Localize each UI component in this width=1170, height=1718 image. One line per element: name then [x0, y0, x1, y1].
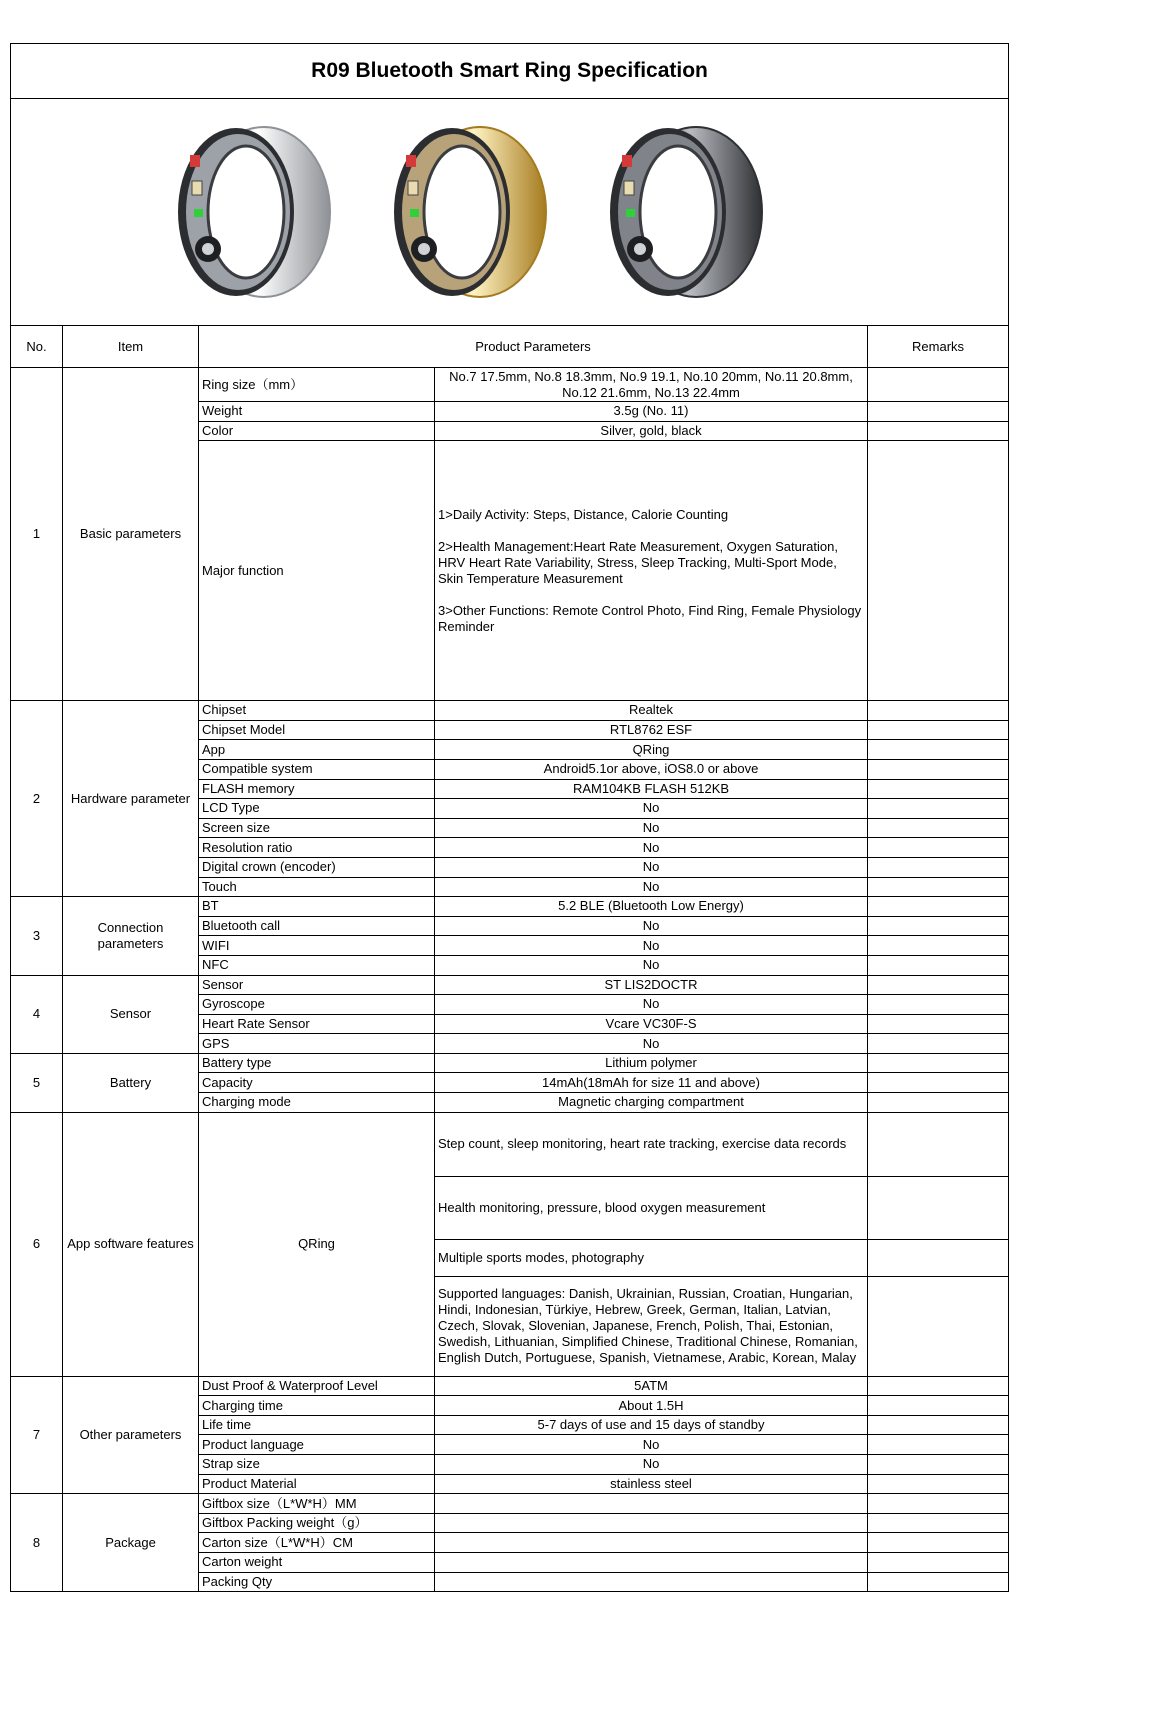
- remarks-cell: [868, 857, 1009, 877]
- section-item: Package: [63, 1494, 199, 1592]
- param-value: No: [435, 916, 868, 936]
- table-row: [11, 1376, 1009, 1396]
- green-led-icon: [194, 209, 203, 217]
- param-value: No: [435, 799, 868, 819]
- section-item: Basic parameters: [63, 368, 199, 701]
- param-value: ST LIS2DOCTR: [435, 975, 868, 995]
- param-value: No: [435, 877, 868, 897]
- remarks-cell: [868, 1553, 1009, 1573]
- param-label: NFC: [199, 955, 435, 975]
- param-label: Chipset: [199, 701, 435, 721]
- param-label: Heart Rate Sensor: [199, 1014, 435, 1034]
- section-number: 3: [11, 897, 63, 975]
- section-number: 8: [11, 1494, 63, 1592]
- param-label: WIFI: [199, 936, 435, 956]
- param-label: Strap size: [199, 1455, 435, 1475]
- remarks-cell: [868, 1455, 1009, 1475]
- table-header: [11, 326, 1009, 368]
- table-row: [11, 975, 1009, 995]
- param-value: About 1.5H: [435, 1396, 868, 1416]
- ring-image-silver: [166, 117, 334, 307]
- param-value: 14mAh(18mAh for size 11 and above): [435, 1073, 868, 1093]
- section-item: Hardware parameter: [63, 701, 199, 897]
- table-row: [11, 368, 1009, 402]
- param-value: [435, 1513, 868, 1533]
- param-label: Battery type: [199, 1053, 435, 1073]
- remarks-cell: [868, 897, 1009, 917]
- param-label: App: [199, 740, 435, 760]
- header-item: Item: [63, 326, 199, 368]
- param-label: Giftbox Packing weight（g）: [199, 1513, 435, 1533]
- param-value: No: [435, 1034, 868, 1054]
- section-number: 4: [11, 975, 63, 1053]
- param-label: Charging mode: [199, 1093, 435, 1113]
- param-label: GPS: [199, 1034, 435, 1054]
- remarks-cell: [868, 1415, 1009, 1435]
- table-row: [11, 897, 1009, 917]
- remarks-cell: [868, 916, 1009, 936]
- param-value: 5-7 days of use and 15 days of standby: [435, 1415, 868, 1435]
- red-led-icon: [190, 155, 200, 167]
- remarks-cell: [868, 818, 1009, 838]
- remarks-cell: [868, 1435, 1009, 1455]
- param-value: Supported languages: Danish, Ukrainian, Russian, Croatian, Hungarian, Hindi, Indonesian, Türkiye, Hebrew, Greek, German, Italian, Latvian, Czech, Slovak, Slovenian, Japanese, French, Polish, Thai, Estonian, Swedish, Lithuanian, Simplified Chinese, Traditional Chinese, Romanian, English Dutch, Portuguese, Spanish, Vietnamese, Arabic, Korean, Malay: [435, 1276, 868, 1376]
- param-value: 5.2 BLE (Bluetooth Low Energy): [435, 897, 868, 917]
- remarks-cell: [868, 1572, 1009, 1592]
- param-value: stainless steel: [435, 1474, 868, 1494]
- param-label: Giftbox size（L*W*H）MM: [199, 1494, 435, 1514]
- param-value: 5ATM: [435, 1376, 868, 1396]
- remarks-cell: [868, 1053, 1009, 1073]
- merged-label: QRing: [199, 1112, 435, 1376]
- param-label: Product Material: [199, 1474, 435, 1494]
- section-number: 7: [11, 1376, 63, 1494]
- remarks-cell: [868, 402, 1009, 422]
- remarks-cell: [868, 799, 1009, 819]
- header-remarks: Remarks: [868, 326, 1009, 368]
- remarks-cell: [868, 1494, 1009, 1514]
- ring-image-gold: [382, 117, 550, 307]
- param-value: [435, 1494, 868, 1514]
- remarks-cell: [868, 1093, 1009, 1113]
- section-item: App software features: [63, 1112, 199, 1376]
- param-label: Dust Proof & Waterproof Level: [199, 1376, 435, 1396]
- param-label: Weight: [199, 402, 435, 422]
- param-value: No: [435, 955, 868, 975]
- remarks-cell: [868, 720, 1009, 740]
- ring-opening: [640, 146, 716, 278]
- green-led-icon: [410, 209, 419, 217]
- param-label: Gyroscope: [199, 995, 435, 1015]
- param-value: Multiple sports modes, photography: [435, 1239, 868, 1276]
- section-item: Battery: [63, 1053, 199, 1112]
- remarks-cell: [868, 1376, 1009, 1396]
- param-label: Charging time: [199, 1396, 435, 1416]
- chip-icon: [624, 181, 634, 195]
- table-row: [11, 1053, 1009, 1073]
- header-no: No.: [11, 326, 63, 368]
- section-item: Sensor: [63, 975, 199, 1053]
- param-label: Capacity: [199, 1073, 435, 1093]
- remarks-cell: [868, 838, 1009, 858]
- param-value: No: [435, 857, 868, 877]
- spec-sheet: [10, 43, 1008, 1592]
- section-number: 1: [11, 368, 63, 701]
- param-label: Ring size（mm）: [199, 368, 435, 402]
- param-label: Compatible system: [199, 759, 435, 779]
- param-value: [435, 1533, 868, 1553]
- param-value: No: [435, 995, 868, 1015]
- remarks-cell: [868, 1073, 1009, 1093]
- param-value: No.7 17.5mm, No.8 18.3mm, No.9 19.1, No.10 20mm, No.11 20.8mm, No.12 21.6mm, No.13 22.4mm: [435, 368, 868, 402]
- param-label: LCD Type: [199, 799, 435, 819]
- param-label: Digital crown (encoder): [199, 857, 435, 877]
- table-row: [11, 701, 1009, 721]
- param-label: Resolution ratio: [199, 838, 435, 858]
- section-number: 6: [11, 1112, 63, 1376]
- remarks-cell: [868, 936, 1009, 956]
- remarks-cell: [868, 1239, 1009, 1276]
- param-value: No: [435, 1435, 868, 1455]
- remarks-cell: [868, 441, 1009, 701]
- param-value: No: [435, 818, 868, 838]
- param-value: Health monitoring, pressure, blood oxygen measurement: [435, 1176, 868, 1239]
- param-label: BT: [199, 897, 435, 917]
- section-number: 5: [11, 1053, 63, 1112]
- param-value: [435, 1572, 868, 1592]
- remarks-cell: [868, 368, 1009, 402]
- param-value: Android5.1or above, iOS8.0 or above: [435, 759, 868, 779]
- remarks-cell: [868, 1034, 1009, 1054]
- param-value: No: [435, 838, 868, 858]
- param-value: [435, 1553, 868, 1573]
- param-value: Magnetic charging compartment: [435, 1093, 868, 1113]
- param-label: FLASH memory: [199, 779, 435, 799]
- remarks-cell: [868, 1112, 1009, 1176]
- param-value: Silver, gold, black: [435, 421, 868, 441]
- remarks-cell: [868, 1276, 1009, 1376]
- param-value: RAM104KB FLASH 512KB: [435, 779, 868, 799]
- param-label: Bluetooth call: [199, 916, 435, 936]
- param-value: No: [435, 936, 868, 956]
- table-row: [11, 1494, 1009, 1514]
- param-value: Realtek: [435, 701, 868, 721]
- ring-images: [11, 99, 1008, 325]
- param-value: 3.5g (No. 11): [435, 402, 868, 422]
- section-item: Connection parameters: [63, 897, 199, 975]
- remarks-cell: [868, 1533, 1009, 1553]
- product-image-row: [11, 99, 1009, 326]
- remarks-cell: [868, 759, 1009, 779]
- param-label: Packing Qty: [199, 1572, 435, 1592]
- param-value: QRing: [435, 740, 868, 760]
- remarks-cell: [868, 701, 1009, 721]
- param-value: Step count, sleep monitoring, heart rate tracking, exercise data records: [435, 1112, 868, 1176]
- chip-icon: [192, 181, 202, 195]
- param-label: Touch: [199, 877, 435, 897]
- remarks-cell: [868, 421, 1009, 441]
- remarks-cell: [868, 877, 1009, 897]
- page-title: R09 Bluetooth Smart Ring Specification: [11, 44, 1009, 99]
- param-value: No: [435, 1455, 868, 1475]
- param-value: Vcare VC30F-S: [435, 1014, 868, 1034]
- param-label: Product language: [199, 1435, 435, 1455]
- param-label: Carton weight: [199, 1553, 435, 1573]
- remarks-cell: [868, 1014, 1009, 1034]
- remarks-cell: [868, 1176, 1009, 1239]
- remarks-cell: [868, 975, 1009, 995]
- red-led-icon: [406, 155, 416, 167]
- param-label: Sensor: [199, 975, 435, 995]
- remarks-cell: [868, 779, 1009, 799]
- param-label: Color: [199, 421, 435, 441]
- ring-opening: [208, 146, 284, 278]
- remarks-cell: [868, 995, 1009, 1015]
- spec-table: [10, 43, 1009, 1592]
- section-number: 2: [11, 701, 63, 897]
- chip-icon: [408, 181, 418, 195]
- param-value: 1>Daily Activity: Steps, Distance, Calorie Counting 2>Health Management:Heart Rate Measurement, Oxygen Saturation, HRV Heart Rate Variability, Stress, Sleep Tracking, Multi-Sport Mode, Skin Temperature Measurement 3>Other Functions: Remote Control Photo, Find Ring, Female Physiology Reminder: [435, 441, 868, 701]
- table-row: [11, 1112, 1009, 1176]
- header-product-parameters: Product Parameters: [199, 326, 868, 368]
- green-led-icon: [626, 209, 635, 217]
- param-label: Chipset Model: [199, 720, 435, 740]
- red-led-icon: [622, 155, 632, 167]
- param-value: RTL8762 ESF: [435, 720, 868, 740]
- remarks-cell: [868, 1513, 1009, 1533]
- remarks-cell: [868, 955, 1009, 975]
- param-label: Life time: [199, 1415, 435, 1435]
- ring-opening: [424, 146, 500, 278]
- param-label: Carton size（L*W*H）CM: [199, 1533, 435, 1553]
- remarks-cell: [868, 1474, 1009, 1494]
- param-label: Major function: [199, 441, 435, 701]
- param-label: Screen size: [199, 818, 435, 838]
- remarks-cell: [868, 1396, 1009, 1416]
- ring-image-black: [598, 117, 766, 307]
- param-value: Lithium polymer: [435, 1053, 868, 1073]
- remarks-cell: [868, 740, 1009, 760]
- section-item: Other parameters: [63, 1376, 199, 1494]
